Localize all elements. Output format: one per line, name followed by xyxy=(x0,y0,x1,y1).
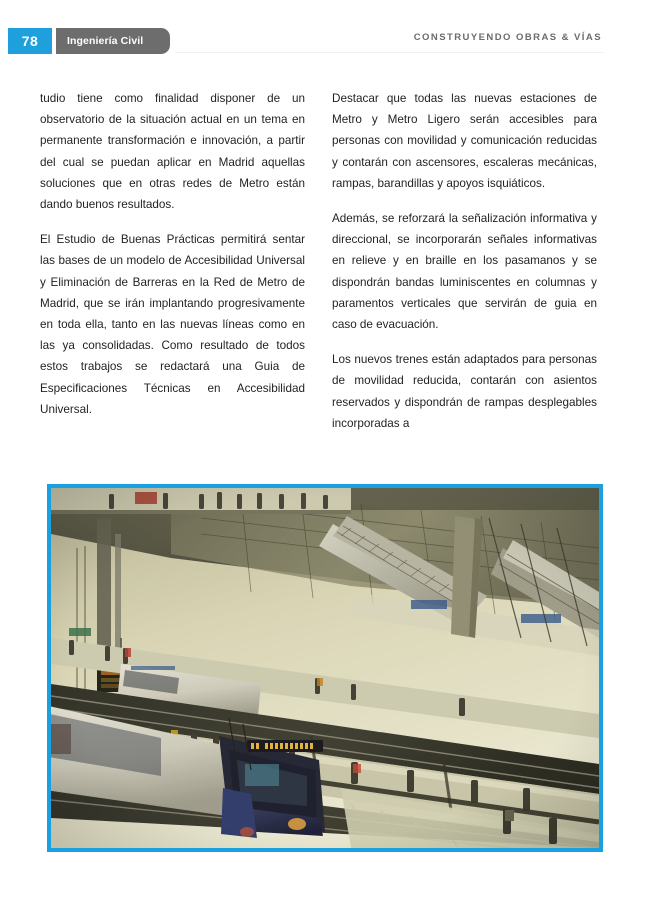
paragraph: Los nuevos trenes están adaptados para personas de movilidad reducida, contarán con asientos reservados y dispondrán de rampas desplegables incorporadas a xyxy=(332,353,597,430)
metro-station-illustration xyxy=(51,488,599,848)
paragraph: Además, se reforzará la señalización informativa y direccional, se incorporarán señales informativas en relieve y en braille en los pasamanos y se dispondrán bandas luminiscentes en columnas y paramentos verticales que servirán de guia en caso de evacuación. xyxy=(332,212,597,332)
right-column xyxy=(332,88,597,434)
paragraph: Destacar que todas las nuevas estaciones de Metro y Metro Ligero serán accesibles para personas con movilidad y comunicación reducidas y contarán con ascensores, escaleras mecánicas, rampas, barandillas y apoyos isquiáticos. xyxy=(332,92,597,190)
section-tab: Ingeniería Civil xyxy=(56,28,170,54)
header-divider xyxy=(176,52,604,53)
page-number-badge: 78 xyxy=(8,28,52,54)
page-header xyxy=(0,28,650,54)
running-title: CONSTRUYENDO OBRAS & VÍAS xyxy=(413,32,602,43)
photo-image xyxy=(51,488,599,848)
metro-station-photo xyxy=(47,484,603,852)
left-column xyxy=(40,88,305,420)
paragraph: tudio tiene como finalidad disponer de un observatorio de la situación actual en un tema en permanente transformación e innovación, a partir del cual se puedan aplicar en Madrid aquellas soluciones que en otras redes de Metro están dando buenos resultados. xyxy=(40,92,305,212)
paragraph: El Estudio de Buenas Prácticas permitirá sentar las bases de un modelo de Accesibilidad Universal y Eliminación de Barreras en la Red de Metro de Madrid, que se irán implantando progresivamente en toda ella, tanto en las nuevas líneas como en las ya consolidadas. Como resultado de todos estos trabajos se redactará una Guia de Especificaciones Técnicas en Accesibilidad Universal. xyxy=(40,233,305,416)
